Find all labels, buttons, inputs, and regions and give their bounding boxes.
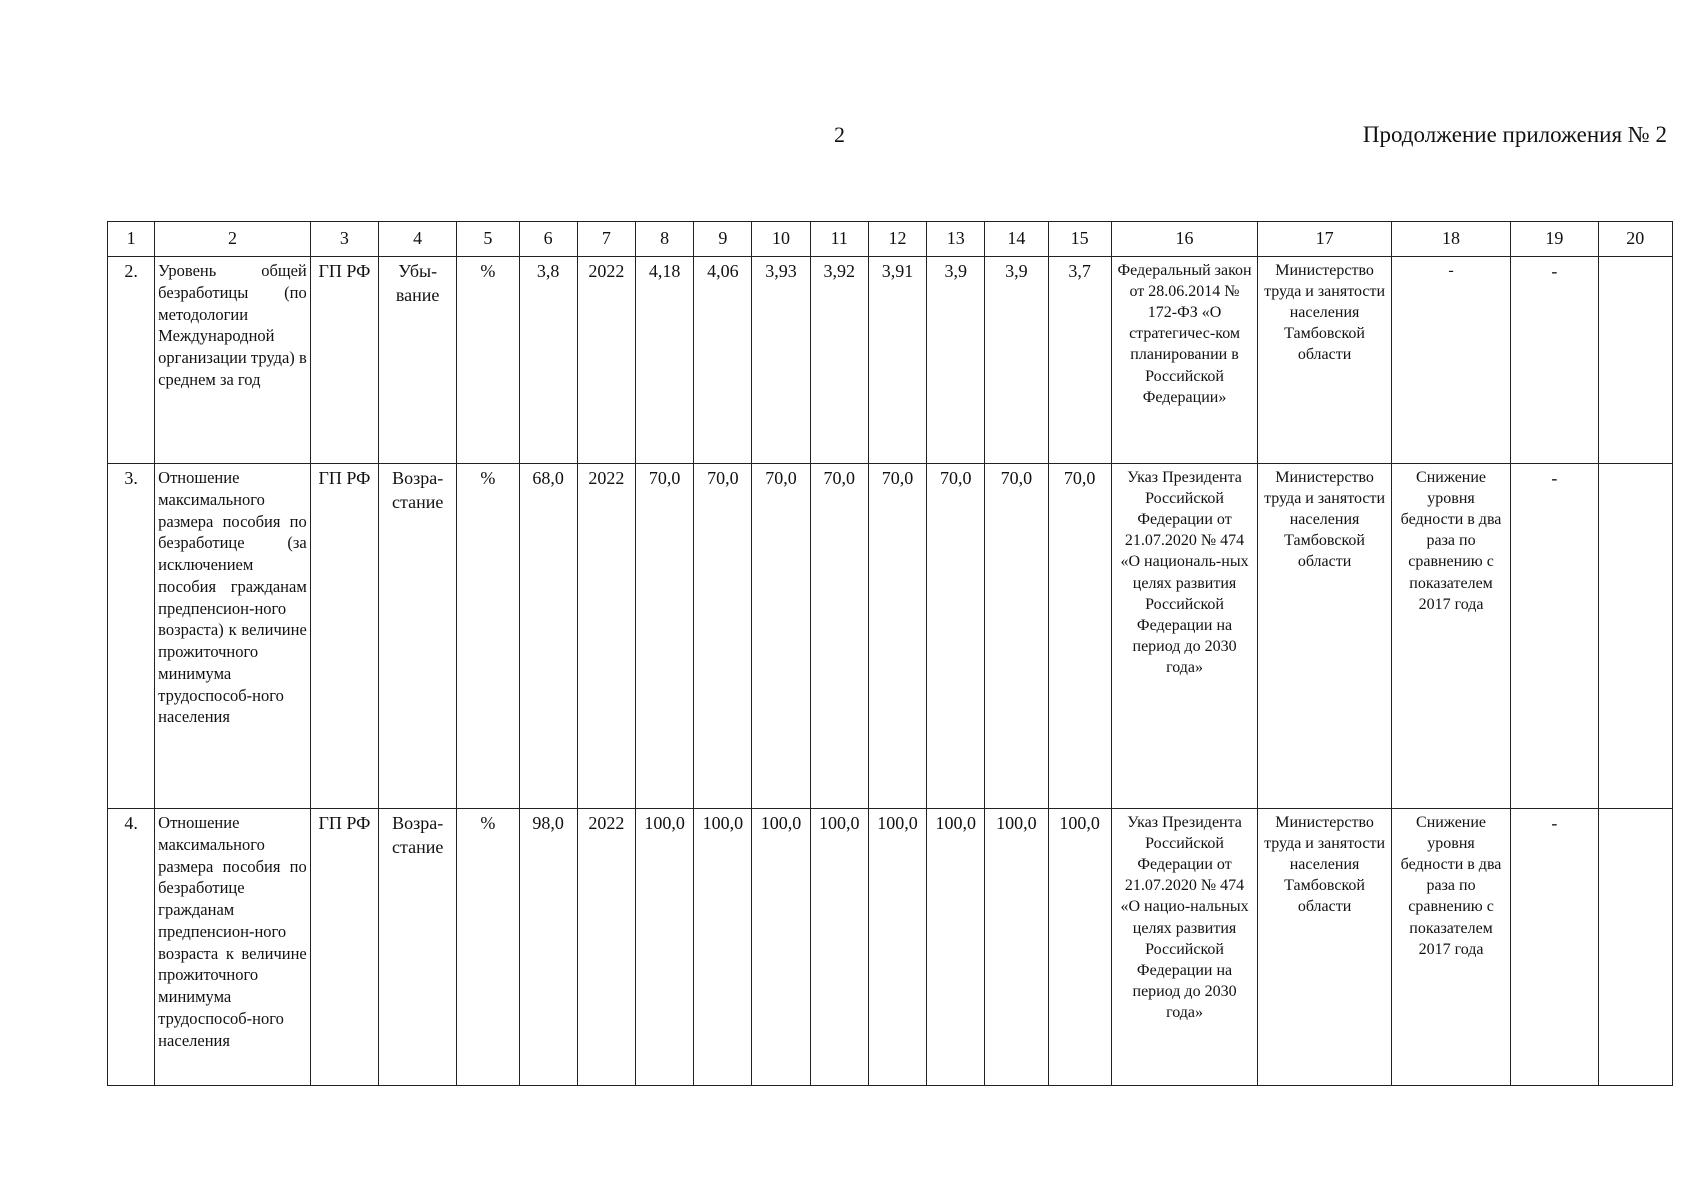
indicator-name: Отношение максимального размера пособия по безработице (за исключением пособия гражданам предпенсион-ного возраста) к величине прожиточного минимума трудоспособ-ного населения: [155, 464, 311, 809]
value-cell: 100,0: [635, 809, 693, 1086]
unit-cell: %: [457, 257, 519, 464]
indicators-table: [107, 221, 1673, 1086]
indicator-name: Отношение максимального размера пособия по безработице гражданам предпенсион-ного возраста к величине прожиточного минимума трудоспособ-ного населения: [155, 809, 311, 1086]
column-header: 11: [810, 222, 868, 257]
indicator-trend: Убы-вание: [379, 257, 457, 464]
row-number: 3.: [108, 464, 155, 809]
value-cell: 70,0: [868, 464, 926, 809]
table-row: [108, 257, 1673, 464]
value-cell: 3,9: [927, 257, 985, 464]
extra-cell: -: [1511, 257, 1598, 464]
column-header: 5: [457, 222, 519, 257]
base-year-cell: 2022: [577, 464, 635, 809]
row-number: 4.: [108, 809, 155, 1086]
value-cell: 3,93: [752, 257, 810, 464]
column-header: 14: [985, 222, 1048, 257]
appendix-continuation-label: Продолжение приложения № 2: [1362, 122, 1667, 147]
column-header: 16: [1111, 222, 1258, 257]
legal-document-cell: Указ Президента Российской Федерации от 21.07.2020 № 474 «О националь-ных целях развития Российской Федерации на период до 2030 года»: [1111, 464, 1258, 809]
goal-link-cell: -: [1391, 257, 1510, 464]
value-cell: 4,06: [694, 257, 752, 464]
value-cell: 100,0: [985, 809, 1048, 1086]
page-number: 2: [834, 122, 845, 147]
column-header: 4: [379, 222, 457, 257]
column-header: 12: [868, 222, 926, 257]
value-cell: 100,0: [1048, 809, 1111, 1086]
indicator-trend: Возра-стание: [379, 809, 457, 1086]
base-value-cell: 98,0: [519, 809, 577, 1086]
extra-cell: -: [1511, 464, 1598, 809]
indicator-level: ГП РФ: [310, 464, 378, 809]
value-cell: 100,0: [752, 809, 810, 1086]
column-header: 6: [519, 222, 577, 257]
column-header: 18: [1391, 222, 1510, 257]
extra-cell: [1598, 464, 1672, 809]
value-cell: 3,91: [868, 257, 926, 464]
column-header: 7: [577, 222, 635, 257]
column-header: 10: [752, 222, 810, 257]
base-year-cell: 2022: [577, 257, 635, 464]
column-header: 20: [1598, 222, 1672, 257]
value-cell: 100,0: [694, 809, 752, 1086]
column-header: 3: [310, 222, 378, 257]
value-cell: 70,0: [985, 464, 1048, 809]
extra-cell: [1598, 809, 1672, 1086]
value-cell: 70,0: [694, 464, 752, 809]
value-cell: 3,92: [810, 257, 868, 464]
column-header: 17: [1258, 222, 1392, 257]
value-cell: 70,0: [752, 464, 810, 809]
goal-link-cell: Снижение уровня бедности в два раза по сравнению с показателем 2017 года: [1391, 464, 1510, 809]
goal-link-cell: Снижение уровня бедности в два раза по сравнению с показателем 2017 года: [1391, 809, 1510, 1086]
value-cell: 3,7: [1048, 257, 1111, 464]
table-row: [108, 809, 1673, 1086]
responsible-body-cell: Министерство труда и занятости населения Тамбовской области: [1258, 809, 1392, 1086]
indicator-name: Уровень общей безработицы (по методологии Международной организации труда) в среднем за год: [155, 257, 311, 464]
value-cell: 70,0: [927, 464, 985, 809]
value-cell: 100,0: [868, 809, 926, 1086]
column-header: 19: [1511, 222, 1598, 257]
value-cell: 70,0: [1048, 464, 1111, 809]
column-header: 9: [694, 222, 752, 257]
unit-cell: %: [457, 464, 519, 809]
column-header: 8: [635, 222, 693, 257]
indicator-level: ГП РФ: [310, 809, 378, 1086]
base-value-cell: 3,8: [519, 257, 577, 464]
table-row: [108, 464, 1673, 809]
column-header: 15: [1048, 222, 1111, 257]
unit-cell: %: [457, 809, 519, 1086]
value-cell: 4,18: [635, 257, 693, 464]
value-cell: 70,0: [635, 464, 693, 809]
base-value-cell: 68,0: [519, 464, 577, 809]
legal-document-cell: Указ Президента Российской Федерации от 21.07.2020 № 474 «О нацио-нальных целях развития Российской Федерации на период до 2030 года»: [1111, 809, 1258, 1086]
responsible-body-cell: Министерство труда и занятости населения Тамбовской области: [1258, 464, 1392, 809]
indicator-trend: Возра-стание: [379, 464, 457, 809]
column-number-row: [108, 222, 1673, 257]
row-number: 2.: [108, 257, 155, 464]
column-header: 13: [927, 222, 985, 257]
value-cell: 3,9: [985, 257, 1048, 464]
extra-cell: -: [1511, 809, 1598, 1086]
extra-cell: [1598, 257, 1672, 464]
indicator-level: ГП РФ: [310, 257, 378, 464]
value-cell: 70,0: [810, 464, 868, 809]
value-cell: 100,0: [810, 809, 868, 1086]
value-cell: 100,0: [927, 809, 985, 1086]
legal-document-cell: Федеральный закон от 28.06.2014 № 172-ФЗ «О стратегичес-ком планировании в Российской Федерации»: [1111, 257, 1258, 464]
base-year-cell: 2022: [577, 809, 635, 1086]
column-header: 2: [155, 222, 311, 257]
column-header: 1: [108, 222, 155, 257]
responsible-body-cell: Министерство труда и занятости населения Тамбовской области: [1258, 257, 1392, 464]
